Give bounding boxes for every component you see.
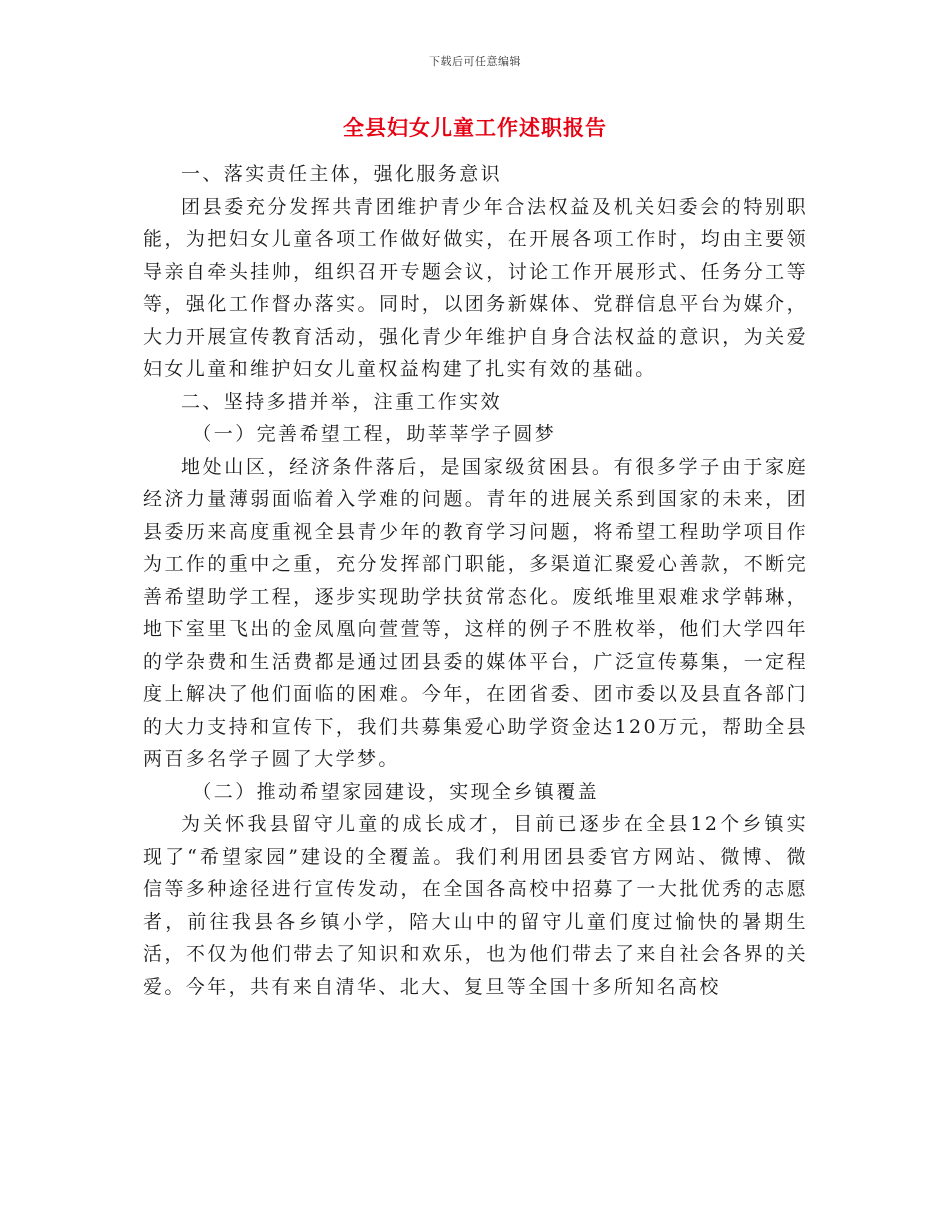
section-heading-2: 二、坚持多措并举，注重工作实效: [181, 390, 503, 413]
section-heading-1: 一、落实责任主体，强化服务意识: [181, 163, 503, 185]
body-paragraph: 地处山区，经济条件落后，是国家级贫困县。有很多学子由于家庭经济力量薄弱面临着入学难的问题。青年的进展关系到国家的未来，团县委历来高度重视全县青少年的教育学习问题，将希望工程助学项目作为工作的重中之重，充分发挥部门职能，多渠道汇聚爱心善款，不断完善希望助学工程，逐步实现助学扶贫常态化。废纸堆里艰难求学韩琳，地下室里飞出的金凤凰向萱萱等，这样的例子不胜枚举，他们大学四年的学杂费和生活费都是通过团县委的媒体平台，广泛宣传募集，一定程度上解决了他们面临的困难。今年，在团省委、团市委以及县直各部门的大力支持和宣传下，我们共募集爱心助学资金达120万元，帮助全县两百多名学子圆了大学梦。: [143, 455, 808, 770]
subsection-heading-2: （二）推动希望家园建设，实现全乡镇覆盖: [192, 780, 599, 803]
header-note: 下载后可任意编辑: [429, 55, 521, 68]
subsection-heading-1: （一）完善希望工程，助莘莘学子圆梦: [192, 423, 557, 445]
document-body: [143, 158, 808, 1003]
document-title: 全县妇女儿童工作述职报告: [343, 115, 607, 140]
body-paragraph: 团县委充分发挥共青团维护青少年合法权益及机关妇委会的特别职能，为把妇女儿童各项工作做好做实，在开展各项工作时，均由主要领导亲自牵头挂帅，组织召开专题会议，讨论工作开展形式、任务分工等等，强化工作督办落实。同时，以团务新媒体、党群信息平台为媒介，大力开展宣传教育活动，强化青少年维护自身合法权益的意识，为关爱妇女儿童和维护妇女儿童权益构建了扎实有效的基础。: [143, 195, 808, 380]
body-paragraph: 为关怀我县留守儿童的成长成才，目前已逐步在全县12个乡镇实现了“希望家园”建设的全覆盖。我们利用团县委官方网站、微博、微信等多种途径进行宣传发动，在全国各高校中招募了一大批优秀的志愿者，前往我县各乡镇小学，陪大山中的留守儿童们度过愉快的暑期生活，不仅为他们带去了知识和欢乐，也为他们带去了来自社会各界的关爱。今年，共有来自清华、北大、复旦等全国十多所知名高校: [143, 813, 808, 998]
